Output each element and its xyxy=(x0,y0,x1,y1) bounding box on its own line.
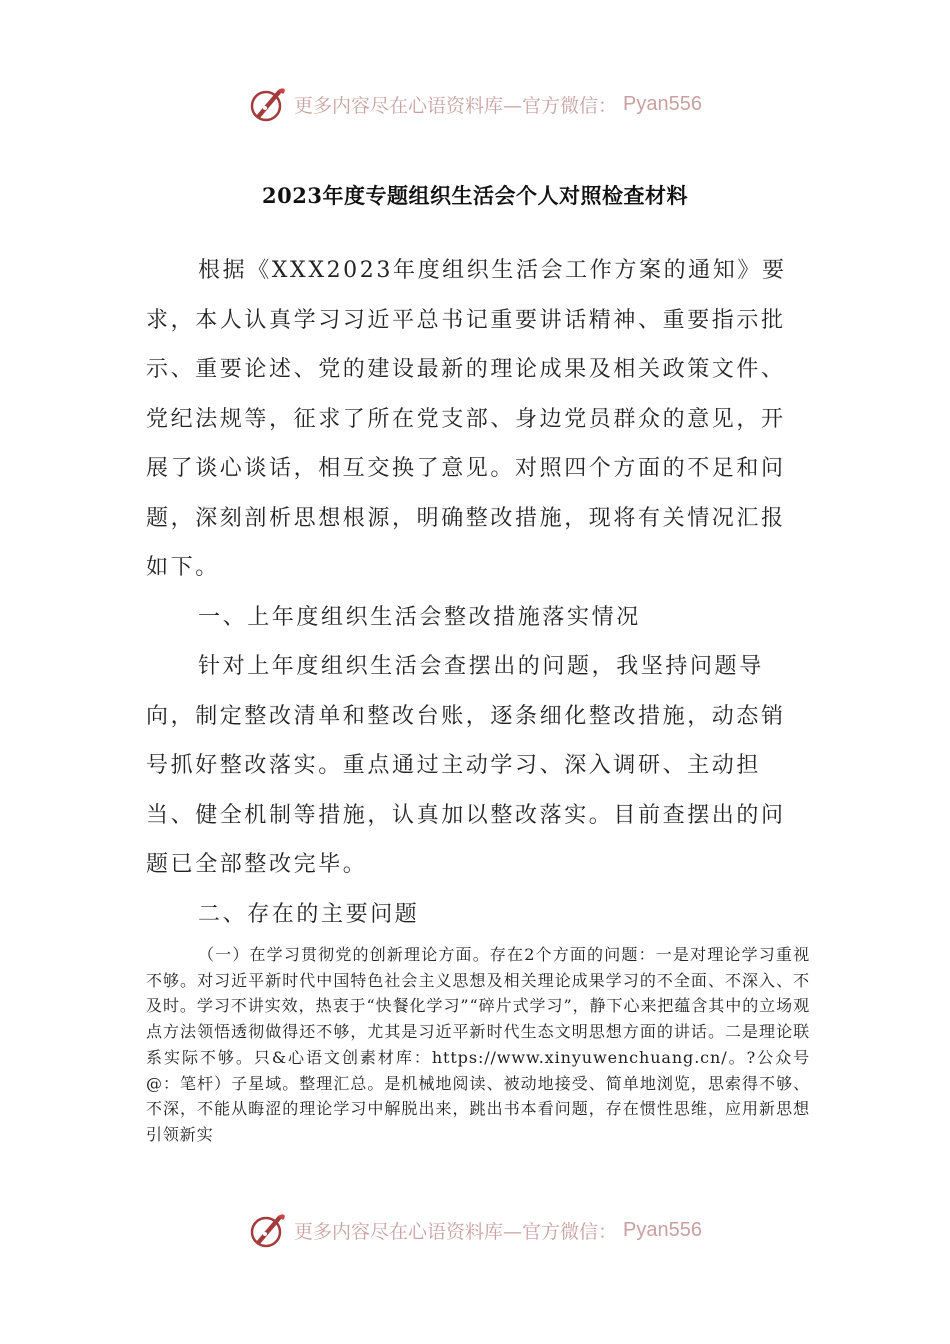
quill-logo-icon xyxy=(248,84,288,124)
watermark-text: 更多内容尽在心语资料库—官方微信： xyxy=(294,94,618,117)
watermark-text: 更多内容尽在心语资料库—官方微信： xyxy=(294,1220,618,1243)
watermark-wechat-id: Pyan556 xyxy=(623,1218,702,1241)
intro-section xyxy=(146,246,806,939)
section2-sub1-paragraph: （一）在学习贯彻党的创新理论方面。存在2个方面的问题：一是对理论学习重视不够。对习近平新时代中国特色社会主义思想及相关理论成果学习的不全面、不深入、不及时。学习不讲实效，热衷于“快餐化学习”“碎片式学习”，静下心来把蕴含其中的立场观点方法领悟透彻做得还不够，尤其是习近平新时代生态文明思想方面的讲话。二是理论联系实际不够。只&心语文创素材库：https://www.xinyuwenchuang.cn/。?公众号@：笔杆）子星域。整理汇总。是机械地阅读、被动地接受、简单地浏览，思索得不够、不深，不能从晦涩的理论学习中解脱出来，跳出书本看问题，存在惯性思维，应用新思想引领新实 xyxy=(146,945,810,1144)
intro-paragraph: 根据《XXX2023年度组织生活会工作方案的通知》要求，本人认真学习习近平总书记重要讲话精神、重要指示批示、重要论述、党的建设最新的理论成果及相关政策文件、党纪法规等，征求了所在党支部、身边党员群众的意见，开展了谈心谈话，相互交换了意见。对照四个方面的不足和问题，深刻剖析思想根源，明确整改措施，现将有关情况汇报如下。 xyxy=(146,258,787,580)
quill-logo-icon xyxy=(248,1210,288,1250)
watermark-wechat-id: Pyan556 xyxy=(623,92,702,115)
header-watermark xyxy=(0,82,950,126)
section1-heading: 一、上年度组织生活会整改措施落实情况 xyxy=(198,604,641,630)
footer-watermark xyxy=(0,1208,950,1252)
section1-paragraph: 针对上年度组织生活会查摆出的问题，我坚持问题导向，制定整改清单和整改台账，逐条细化整改措施，动态销号抓好整改落实。重点通过主动学习、深入调研、主动担当、健全机制等措施，认真加以整改落实。目前查摆出的问题已全部整改完毕。 xyxy=(146,654,786,877)
section2-heading: 二、存在的主要问题 xyxy=(198,901,420,927)
document-title: 2023年度专题组织生活会个人对照检查材料 xyxy=(262,183,688,208)
section2-subsection xyxy=(146,942,810,1148)
